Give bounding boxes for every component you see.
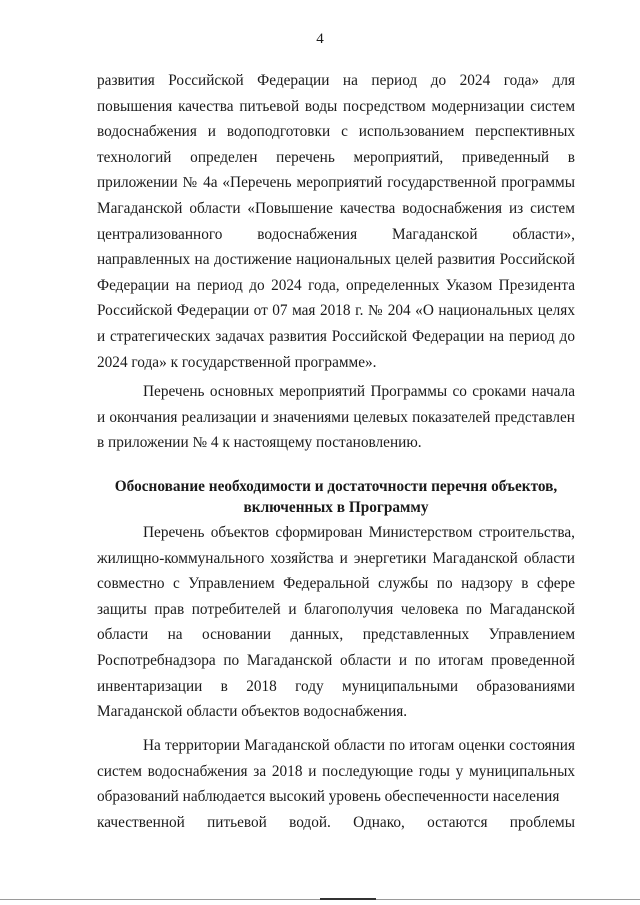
page-bottom-edge: [0, 899, 640, 900]
page-number: 4: [316, 31, 324, 47]
paragraph-4-text: На территории Магаданской области по итогам оценки состояния систем водоснабжения за 2018 и последующие годы у муниципальных образований наблюдается высокий уровень обеспеченности населения: [97, 737, 575, 806]
paragraph-4: [97, 733, 575, 835]
paragraph-2: Перечень основных мероприятий Программы со сроками начала и окончания реализации и значениями целевых показателей представлен в приложении № 4 к настоящему постановлению.: [97, 383, 575, 452]
paragraph-1: развития Российской Федерации на период до 2024 года» для повышения качества питьевой воды посредством модернизации систем водоснабжения и водоподготовки с использованием перспективных технологий определен перечень мероприятий, приведенный в приложении № 4а «Перечень мероприятий государственной программы Магаданской области «Повышение качества водоснабжения из систем централизованного водоснабжения Магаданской области», направленных на достижение национальных целей развития Российской Федерации на период до 2024 года, определенных Указом Президента Российской Федерации от 07 мая 2018 г. № 204 «О национальных целях и стратегических задачах развития Российской Федерации на период до 2024 года» к государственной программе».: [97, 72, 575, 371]
paragraph-4-continuation: качественной питьевой водой. Однако, остаются проблемы: [97, 813, 575, 831]
paragraph-3: Перечень объектов сформирован Министерством строительства, жилищно-коммунального хозяйства и энергетики Магаданской области совместно с Управлением Федеральной службы по надзору в сфере защиты прав потребителей и благополучия человека по Магаданской области на основании данных, представленных Управлением Роспотребнадзора по Магаданской области и по итогам проведенной инвентаризации в 2018 году муниципальными образованиями Магаданской области объектов водоснабжения.: [97, 524, 575, 721]
section-heading: [97, 476, 575, 518]
page-bottom-mark: [320, 898, 376, 900]
section-heading-line-2: включенных в Программу: [243, 499, 429, 516]
section-heading-line-1: Обоснование необходимости и достаточности перечня объектов,: [114, 478, 558, 495]
